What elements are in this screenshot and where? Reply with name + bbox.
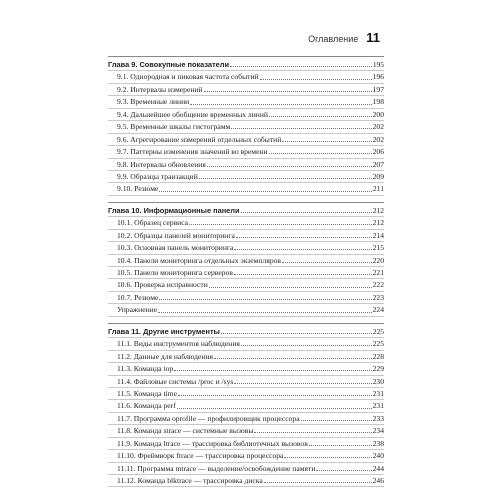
- toc-entry[interactable]: [108, 425, 384, 437]
- toc-entry-label: 10.5. Панели мониторинга серверов: [117, 268, 233, 277]
- dot-leader: [230, 66, 372, 67]
- toc-entry-page: 238: [372, 438, 384, 448]
- dot-leader: [209, 287, 372, 288]
- toc-entry-label: 10.1. Образец сервиса: [117, 218, 189, 228]
- toc-entry[interactable]: [108, 109, 384, 121]
- toc-entry-label: 11.11. Программа mtrace — выделение/освобождение памяти: [117, 463, 316, 473]
- toc-entry-page: 221: [372, 268, 384, 277]
- toc-entry[interactable]: [108, 121, 384, 133]
- chapter-title-row[interactable]: [108, 326, 384, 338]
- toc-entry-page: 223: [372, 292, 384, 302]
- page-number: 11: [366, 30, 380, 45]
- toc-entry[interactable]: [108, 159, 384, 171]
- toc-entry-label: 11.6. Команда perf: [117, 401, 176, 411]
- running-header: [308, 30, 380, 45]
- chapter-title-row-page: 225: [372, 326, 384, 336]
- toc-entry-page: 202: [372, 122, 384, 132]
- toc-entry-label: 9.6. Агрегирование измерений отдельных событий: [117, 134, 282, 144]
- dot-leader: [231, 128, 371, 129]
- dot-leader: [207, 166, 372, 167]
- dot-leader: [301, 420, 372, 421]
- dot-leader: [254, 432, 371, 433]
- dot-leader: [221, 333, 372, 334]
- dot-leader: [214, 358, 372, 359]
- toc-entry-label: 9.4. Дальнейшее обобщение временных линий: [117, 109, 268, 119]
- toc-entry[interactable]: [108, 183, 384, 195]
- toc-entry-page: 200: [372, 109, 384, 119]
- dot-leader: [316, 470, 371, 471]
- toc-entry-label: 11.12. Команда blktrace — трассировка диска: [117, 476, 263, 485]
- toc-entry[interactable]: [108, 267, 384, 279]
- dot-leader: [178, 395, 372, 396]
- toc-entry[interactable]: [108, 255, 384, 267]
- running-header-title: Оглавление: [308, 34, 359, 44]
- toc-entry[interactable]: [108, 463, 384, 475]
- toc-entry-label: 10.2. Образцы панелей мониторинга: [117, 230, 235, 240]
- toc-entry-page: 209: [372, 171, 384, 181]
- chapter-title-row-label: Глава 9. Совокупные показатели: [108, 60, 230, 69]
- dot-leader: [159, 299, 371, 300]
- toc-entry-page: 246: [372, 476, 384, 485]
- toc-entry-page: 240: [372, 451, 384, 461]
- dot-leader: [309, 445, 372, 446]
- toc-entry-page: 222: [372, 280, 384, 290]
- chapter-block: [108, 56, 384, 196]
- table-of-contents: [108, 56, 384, 493]
- dot-leader: [234, 383, 371, 384]
- chapter-block: [108, 323, 384, 488]
- toc-entry[interactable]: [108, 96, 384, 108]
- dot-leader: [269, 153, 372, 154]
- toc-entry-page: 234: [372, 426, 384, 436]
- toc-entry-page: 198: [372, 97, 384, 107]
- toc-entry-page: 224: [372, 305, 384, 315]
- toc-entry-page: 206: [372, 147, 384, 157]
- toc-entry-label: 10.4. Панели мониторинга отдельных экземпляров: [117, 255, 281, 265]
- toc-entry-label: 10.3. Основная панель мониторинга: [117, 243, 234, 253]
- dot-leader: [264, 482, 372, 483]
- toc-entry-label: Упражнение: [117, 305, 158, 315]
- toc-entry-label: 9.10. Резюме: [117, 184, 159, 194]
- dot-leader: [158, 312, 371, 313]
- chapter-title-row-page: 212: [372, 205, 384, 215]
- toc-entry[interactable]: [108, 171, 384, 183]
- toc-entry-page: 211: [372, 184, 384, 194]
- toc-entry-page: 229: [372, 364, 384, 374]
- toc-entry-label: 11.5. Команда time: [117, 388, 177, 398]
- toc-entry-page: 214: [372, 230, 384, 240]
- toc-entry[interactable]: [108, 351, 384, 363]
- toc-entry-label: 11.9. Команда ltrace — трассировка библиотечных вызовов: [117, 438, 308, 448]
- toc-entry-label: 11.3. Команда top: [117, 364, 174, 374]
- dot-leader: [241, 212, 372, 213]
- toc-entry-label: 9.7. Паттерны изменения значений во времени: [117, 147, 268, 157]
- toc-entry-label: 9.1. Однородная и пиковая частота событий: [117, 72, 259, 82]
- toc-entry[interactable]: [108, 242, 384, 254]
- toc-entry[interactable]: [108, 438, 384, 450]
- toc-entry-label: 11.1. Виды инструментов наблюдения: [117, 339, 240, 349]
- dot-leader: [234, 274, 372, 275]
- toc-entry-page: 231: [372, 388, 384, 398]
- toc-entry-page: 230: [372, 376, 384, 386]
- toc-entry-page: 228: [372, 351, 384, 361]
- toc-entry-page: 244: [372, 463, 384, 473]
- toc-entry[interactable]: [108, 400, 384, 412]
- dot-leader: [260, 79, 372, 80]
- toc-entry-label: 9.2. Интервалы измерений: [117, 84, 203, 94]
- toc-entry-page: 215: [372, 243, 384, 253]
- toc-entry[interactable]: [108, 376, 384, 388]
- dot-leader: [282, 262, 372, 263]
- dot-leader: [174, 370, 371, 371]
- toc-entry-label: 11.4. Файловые системы /proc и /sys: [117, 376, 234, 386]
- toc-entry[interactable]: [108, 413, 384, 425]
- chapter-title-row[interactable]: [108, 205, 384, 217]
- dot-leader: [284, 457, 371, 458]
- toc-entry[interactable]: [108, 279, 384, 291]
- chapter-title-row-page: 195: [372, 60, 384, 69]
- toc-entry-page: 202: [372, 134, 384, 144]
- toc-entry-page: 212: [372, 218, 384, 228]
- toc-entry-label: 11.8. Команда strace — системные вызовы: [117, 426, 254, 436]
- toc-entry[interactable]: [108, 292, 384, 304]
- dot-leader: [159, 191, 371, 192]
- dot-leader: [189, 224, 372, 225]
- toc-entry[interactable]: [108, 84, 384, 96]
- toc-entry[interactable]: [108, 475, 384, 487]
- toc-entry-label: 11.2. Данные для наблюдения: [117, 351, 213, 361]
- toc-entry-page: 197: [372, 84, 384, 94]
- toc-entry-page: 225: [372, 339, 384, 349]
- toc-entry-label: 9.5. Временные шкалы гистограмм: [117, 122, 231, 132]
- dot-leader: [177, 408, 372, 409]
- toc-entry-label: 9.8. Интервалы обновления: [117, 159, 206, 169]
- toc-entry-page: 207: [372, 159, 384, 169]
- toc-entry[interactable]: [108, 134, 384, 146]
- dot-leader: [204, 91, 372, 92]
- chapter-title-row[interactable]: [108, 59, 384, 71]
- toc-entry-page: 220: [372, 255, 384, 265]
- toc-entry-label: 11.10. Фреймворк ftrace — трассировка процессора: [117, 451, 284, 461]
- dot-leader: [236, 237, 372, 238]
- toc-entry-label: 9.3. Временные линии: [117, 97, 190, 107]
- toc-entry-label: 10.7. Резюме: [117, 292, 159, 302]
- dot-leader: [282, 141, 371, 142]
- toc-entry[interactable]: [108, 338, 384, 350]
- toc-entry[interactable]: [108, 230, 384, 242]
- toc-entry-page: 196: [372, 72, 384, 82]
- toc-entry[interactable]: [108, 388, 384, 400]
- toc-entry-label: 11.7. Программа oprofile — профилировщик процессора: [117, 413, 300, 423]
- toc-entry[interactable]: [108, 146, 384, 158]
- toc-entry[interactable]: [108, 71, 384, 83]
- chapter-title-row-label: Глава 11. Другие инструменты: [108, 326, 220, 336]
- dot-leader: [241, 345, 372, 346]
- toc-entry-label: 9.9. Образцы транзакций: [117, 171, 198, 181]
- toc-entry[interactable]: [108, 304, 384, 316]
- toc-entry-label: 10.6. Проверка исправности: [117, 280, 208, 290]
- dot-leader: [269, 116, 372, 117]
- toc-entry-page: 231: [372, 401, 384, 411]
- toc-entry[interactable]: [108, 363, 384, 375]
- toc-entry-page: 233: [372, 413, 384, 423]
- toc-entry[interactable]: [108, 450, 384, 462]
- dot-leader: [234, 249, 371, 250]
- toc-entry[interactable]: [108, 217, 384, 229]
- dot-leader: [190, 104, 371, 105]
- dot-leader: [199, 178, 372, 179]
- chapter-block: [108, 202, 384, 317]
- chapter-title-row-label: Глава 10. Информационные панели: [108, 205, 240, 215]
